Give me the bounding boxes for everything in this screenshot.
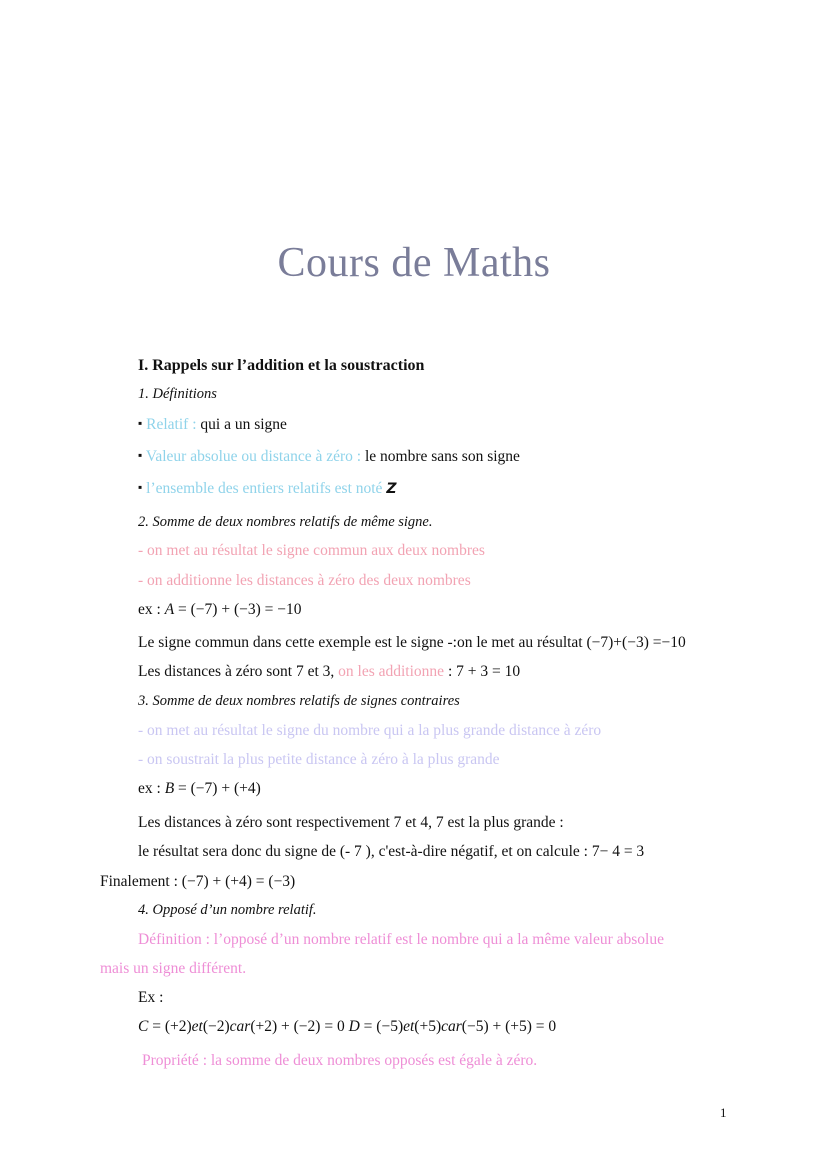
definition-text: qui a un signe (196, 416, 287, 433)
term-valeur-absolue: Valeur absolue ou distance à zéro : (145, 448, 362, 465)
example-label: Ex : (138, 989, 164, 1006)
variable-c: C (138, 1018, 149, 1035)
word-et: et (403, 1018, 415, 1035)
expr-part: = (−5) (359, 1018, 404, 1035)
subheading-definitions: 1. Définitions (138, 386, 217, 402)
example-expression: = (−7) + (+4) (174, 780, 261, 797)
property-opposes: Propriété : la somme de deux nombres opposés est égale à zéro. (142, 1052, 538, 1069)
variable-a: A (164, 601, 175, 618)
example-b (138, 780, 261, 799)
example-prefix: ex : (138, 780, 165, 797)
word-et: et (191, 1018, 203, 1035)
dash: - (138, 751, 148, 768)
page-number: 1 (720, 1105, 727, 1120)
expr-part: (+2) + (−2) = 0 (250, 1018, 349, 1035)
word-car: car (441, 1018, 462, 1035)
highlight-additionne: on les additionne (338, 663, 445, 680)
definition-entiers-relatifs (138, 480, 396, 499)
distances-text: Les distances à zéro sont 7 et 3, (138, 663, 339, 680)
bullet-icon: ▪ (138, 416, 143, 430)
bullet-icon: ▪ (138, 448, 143, 462)
rule-same-sign-2: - on additionne les distances à zéro des deux nombres (138, 572, 471, 589)
definition-oppose-line1: Définition : l’opposé d’un nombre relatif est le nombre qui a la même valeur absolue (138, 931, 664, 948)
rule-text: on soustrait la plus petite distance à zéro à la plus grande (147, 751, 500, 768)
dash: - (138, 722, 148, 739)
distances-result: : 7 + 3 = 10 (444, 663, 521, 680)
variable-d: D (348, 1018, 360, 1035)
section-heading: I. Rappels sur l’addition et la soustraction (138, 357, 425, 374)
example-a (138, 601, 302, 620)
example-opposes (138, 1018, 556, 1037)
subheading-meme-signe: 2. Somme de deux nombres relatifs de même signe. (138, 514, 433, 530)
document-title: Cours de Maths (277, 240, 551, 286)
rule-same-sign-1: - on met au résultat le signe commun aux deux nombres (138, 542, 485, 559)
definition-valeur-absolue (138, 448, 520, 467)
bullet-icon: ▪ (138, 480, 143, 494)
explanation-common-sign: Le signe commun dans cette exemple est le signe -:on le met au résultat (−7)+(−3) =−10 (138, 634, 686, 651)
word-car: car (229, 1018, 251, 1035)
rule-opposite-sign-1 (138, 722, 601, 741)
expr-part: (−5) + (+5) = 0 (461, 1018, 557, 1035)
example-expression: = (−7) + (−3) = −10 (174, 601, 302, 618)
subheading-oppose: 4. Opposé d’un nombre relatif. (138, 902, 317, 918)
term-relatif: Relatif : (146, 416, 197, 433)
rule-opposite-sign-2 (138, 751, 500, 770)
example-prefix: ex : (138, 601, 165, 618)
term-entiers-relatifs: l’ensemble des entiers relatifs est noté (146, 480, 383, 497)
final-result: Finalement : (−7) + (+4) = (−3) (100, 873, 296, 890)
expr-part: (−2) (202, 1018, 230, 1035)
expr-part: (+5) (414, 1018, 442, 1035)
expr-part: = (+2) (148, 1018, 192, 1035)
rule-text: on met au résultat le signe du nombre qui a la plus grande distance à zéro (147, 722, 602, 739)
explanation-distances (138, 663, 520, 682)
explanation-sign-result: le résultat sera donc du signe de (- 7 ), c'est-à-dire négatif, et on calcule : 7− 4 = 3 (138, 843, 645, 860)
subheading-signes-contraires: 3. Somme de deux nombres relatifs de signes contraires (138, 693, 460, 709)
definition-text: le nombre sans son signe (361, 448, 520, 465)
variable-b: B (164, 780, 175, 797)
definition-relatif (138, 416, 287, 435)
definition-oppose-line2: mais un signe différent. (100, 960, 247, 977)
explanation-distances-b: Les distances à zéro sont respectivement 7 et 4, 7 est la plus grande : (138, 814, 564, 831)
set-symbol-z: Z (386, 481, 397, 497)
